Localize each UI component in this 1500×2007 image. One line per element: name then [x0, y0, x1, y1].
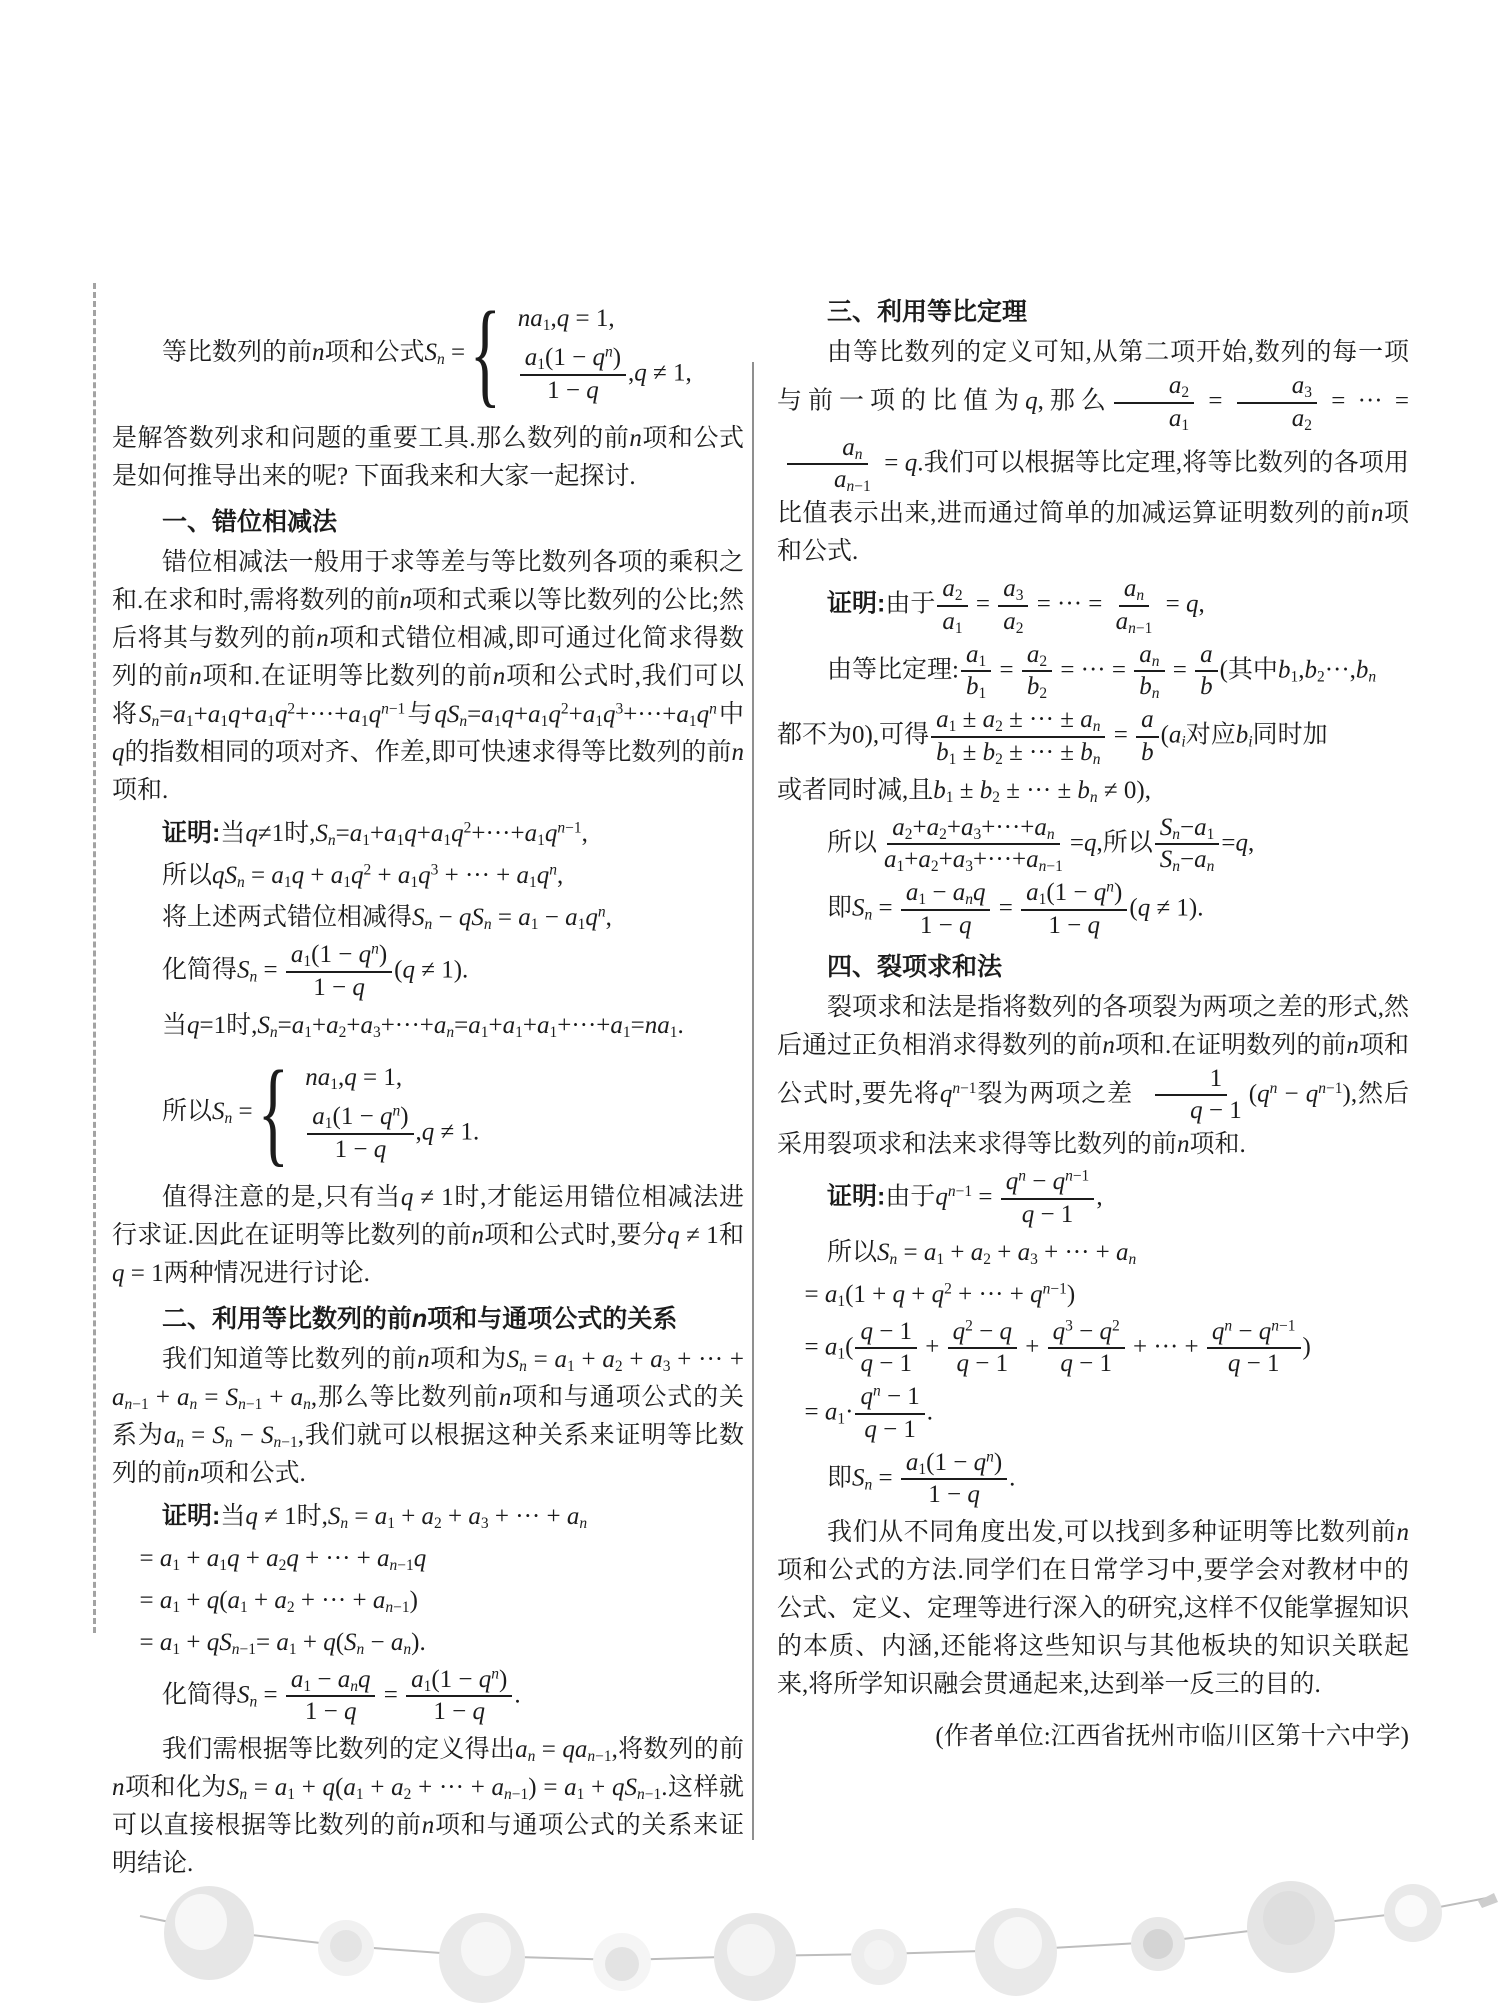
fraction: $\frac{a_2+a_2+a_3+\cdot\cdot\cdot+a_n}{a_1+a_2+a_3+\cdot\cdot\cdot+a_{n-1}}$ [884, 813, 1063, 876]
math-line: 证明:当q≠1时$,S_n=a_1+a_1q+a_1q^2+\cdot\cdot\cdot+a_1q^{n-1}$, [162, 819, 588, 849]
bead-large-4 [975, 1908, 1057, 1996]
fraction: $\frac{q^2 - q}{q - 1}$ [948, 1318, 1017, 1380]
math-line: 所以$S_n = a_1 + a_2 + a_3$ + ··· + $a_n$ [827, 1238, 1137, 1268]
fraction: $\frac{S_n-a_1}{S_n-a_n}$ [1155, 814, 1220, 876]
cases-formula [112, 1045, 744, 1177]
proof-label: 证明: [827, 589, 886, 618]
bead-chain-decoration [0, 1880, 1500, 2007]
fraction: $\frac{q - 1}{q - 1}$ [855, 1318, 917, 1380]
fraction: $\frac{a}{b}$ [1136, 706, 1159, 768]
math-line: = $a_1 + q(a_1 + a_2$ + ··· + $a_{n-1}$) [139, 1586, 418, 1616]
bead-large-3 [714, 1913, 796, 2001]
paragraph: 我们知道等比数列的前n项和为$S_n = a_1 + a_2 + a_3$ + ··· + $a_{n-1} + a_n = S_{n-1} + a_n$,那么等比数列前n项和与通项公式的关系为$a_n = S_n - S_{n-1}$,我们就可以根据这种关系来证明等比数列的前n项和公式. [112, 1345, 744, 1487]
math-line: = $a_1 + a_1q + a_2q$ + ··· + $a_{n-1}q$ [139, 1544, 427, 1574]
bead-small-1 [318, 1920, 374, 1976]
math-line: 证明:由于$q^{n-1}$ = $\frac{q^n - q^{n-1}}{q - 1}$ , [827, 1167, 1103, 1228]
bead-large-5 [1247, 1881, 1335, 1973]
fraction: $\frac{a_n}{b_n}$ [1134, 641, 1164, 703]
math-line: 即$S_n$ = $\frac{a_1(1 - q^n)}{1 - q}$ . [827, 1447, 1016, 1509]
paragraph: 我们需根据等比数列的定义得出$a_n = qa_{n-1}$,将数列的前n项和化为$S_n = a_1 + q(a_1 + a_2$ + ··· + $a_{n-1}) = a_1 + qS_{n-1}$.这样就可以直接根据等比数列的前n项和与通项公式的关系来证明结论. [112, 1736, 744, 1877]
fraction: $\frac{a_1 - a_nq}{1 - q}$ [286, 1666, 376, 1728]
formula-lead: 等比数列的前n项和公式$S_n$ = [162, 339, 466, 368]
math-line: 化简得$S_n$ = $\frac{a_1(1 - q^n)}{1 - q}$ (q ≠ 1). [162, 940, 469, 1001]
math-line: = $a_1$( $\frac{q - 1}{q - 1}$ + $\frac{q^2 - q}{q - 1}$ + $\frac{q^3 - q^2}{q - 1}$ + ··· + $\frac{q^n - q^{n-1}}{q - 1}$ ) [804, 1316, 1311, 1378]
cases-lines [305, 1059, 479, 1165]
math-line: = $a_1(1 + q + q^2$ + ··· + $q^{n-1}$) [804, 1279, 1076, 1310]
right-column [777, 286, 1409, 1756]
bead-large-1 [164, 1886, 254, 1980]
math-line: 都不为0),可得 $\frac{a_1 \pm a_2 \pm \cdot\cdot\cdot \pm a_n}{b_1 \pm b_2 \pm \cdot\cdot\cdot \pm b_n}$ = $\frac{a}{b}$ ($a_i$对应$b_i$同时加 [777, 706, 1328, 768]
formula-lead: 所以$S_n$ = [162, 1097, 253, 1127]
math-line: 所以 $\frac{a_2+a_2+a_3+\cdot\cdot\cdot+a_n}{a_1+a_2+a_3+\cdot\cdot\cdot+a_{n-1}}$ =q,所以 $\frac{S_n-a_1}{S_n-a_n}$ =q, [827, 813, 1255, 876]
bead-small-4 [1131, 1917, 1185, 1971]
column-divider [752, 362, 754, 1840]
math-line: 所以$qS_n = a_1q + a_1q^2 + a_1q^3$ + ··· + $a_1q^n$, [162, 861, 564, 891]
fraction: $\frac{a_2}{b_2}$ [1022, 641, 1052, 703]
fraction: $\frac{a_2}{a_1}$ [937, 575, 967, 637]
paragraph: 由等比数列的定义可知,从第二项开始,数列的每一项与前一项的比值为q,那么 $\frac{a_2}{a_1}$ = $\frac{a_3}{a_2}$ = ··· = $\frac{a_n}{a_{n-1}}$ = q.我们可以根据等比定理,将等比数列的各项用比值表示出来,进而通过简单的加减运算证明数列的前n项和公式. [777, 339, 1409, 565]
paragraph: 我们从不同角度出发,可以找到多种证明等比数列前n项和公式的方法.同学们在日常学习中,要学会对教材中的公式、定义、定理等进行深入的研究,这样不仅能掌握知识的本质、内涵,还能将这些知识与其他板块的知识关联起来,将所学知识融会贯通起来,达到举一反三的目的. [777, 1519, 1409, 1698]
math-line: 化简得$S_n$ = $\frac{a_1 - a_nq}{1 - q}$ = $\frac{a_1(1 - q^n)}{1 - q}$ . [162, 1664, 521, 1726]
fraction: $\frac{a_1(1 - q^n)}{1 - q}$ [901, 1449, 1007, 1511]
case-line: $na_1,q = 1$, [517, 305, 615, 335]
fraction: $\frac{a_1}{b_1}$ [961, 641, 991, 703]
fraction: $\frac{a_n}{a_{n-1}}$ [1115, 575, 1153, 637]
left-brace: { [257, 1045, 289, 1177]
fraction: $\frac{a}{b}$ [1195, 641, 1218, 703]
fraction: $\frac{q^3 - q^2}{q - 1}$ [1048, 1318, 1125, 1380]
math-line: 即$S_n$ = $\frac{a_1 - a_nq}{1 - q}$ = $\frac{a_1(1 - q^n)}{1 - q}$ (q ≠ 1). [827, 878, 1204, 939]
fraction: $\frac{a_1 - a_nq}{1 - q}$ [901, 879, 991, 941]
math-line: 证明:由于 $\frac{a_2}{a_1}$ = $\frac{a_3}{a_2}$ = ··· = $\frac{a_n}{a_{n-1}}$ = q, [827, 575, 1205, 637]
math-line: = $a_1 + qS_{n-1}= a_1 + q(S_n - a_n)$. [139, 1628, 426, 1658]
math-line: 证明:当q ≠ 1时$,S_n = a_1 + a_2 + a_3$ + ··· + $a_n$ [162, 1501, 588, 1532]
bead-small-3 [851, 1929, 907, 1985]
bead-large-2 [439, 1913, 525, 2003]
fraction: $\frac{a_1 \pm a_2 \pm \cdot\cdot\cdot \pm a_n}{b_1 \pm b_2 \pm \cdot\cdot\cdot \pm b_n}$ [931, 706, 1105, 768]
fraction: $\frac{a_n}{a_{n-1}}$ [779, 434, 876, 496]
proof-label: 证明: [162, 819, 221, 847]
fraction: $\frac{a_1(1 - q^n)}{1 - q}$ [406, 1666, 512, 1728]
paragraph: 裂项求和法是指将数列的各项裂为两项之差的形式,然后通过正负相消求得数列的前n项和.在证明数列的前n项和公式时,要先将$q^{n-1}$裂为两项之差 $\frac{1}{q - 1}$ $(q^n - q^{n-1})$,然后采用裂项求和法来求得等比数列的前n项和. [777, 993, 1409, 1158]
math-line: = $a_1\cdot$ $\frac{q^n - 1}{q - 1}$ . [804, 1382, 934, 1443]
section-heading: 三、利用等比定理 [827, 298, 1028, 326]
fraction: $\frac{q^n - q^{n-1}}{q - 1}$ [1207, 1318, 1301, 1380]
section-heading: 二、利用等比数列的前n项和与通项公式的关系 [162, 1304, 678, 1333]
proof-label: 证明: [827, 1182, 886, 1211]
section-heading: 四、裂项求和法 [827, 952, 1003, 981]
paragraph: 错位相减法一般用于求等差与等比数列各项的乘积之和.在求和时,需将数列的前n项和式乘以等比数列的公比;然后将其与数列的前n项和式错位相减,即可通过化简求得数列的前n项和.在证明等比数列的前n项和公式时,我们可以将$S_n=a_1+a_1q+a_1q^2+\cdot\cdot\cdot+a_1q^{n-1}$与$qS_n=a_1q+a_1q^2+a_1q^3+\cdot\cdot\cdot+a_1q^n$中q的指数相同的项对齐、作差,即可快速求得等比数列的前n项和. [112, 549, 744, 804]
section-heading: 一、错位相减法 [162, 508, 338, 536]
author-line: (作者单位:江西省抚州市临川区第十六中学) [935, 1723, 1409, 1750]
left-brace: { [469, 287, 502, 418]
bead-small-5 [1384, 1884, 1442, 1942]
chain-end-tip [1478, 1893, 1498, 1908]
case-line: $\frac{a_1(1 - q^n)}{1 - q}$ ,q ≠ 1. [305, 1103, 479, 1165]
fraction: $\frac{1}{q - 1}$ [1135, 1065, 1247, 1127]
cases-lines [518, 300, 692, 406]
bead-small-2 [593, 1933, 651, 1991]
fraction: $\frac{a_1(1 - q^n)}{1 - q}$ [1021, 879, 1127, 941]
proof-label: 证明: [162, 1501, 221, 1530]
fraction: $\frac{a_3}{a_2}$ [998, 575, 1028, 637]
fraction: $\frac{q^n - 1}{q - 1}$ [855, 1383, 924, 1445]
paragraph: 值得注意的是,只有当q ≠ 1时,才能运用错位相减法进行求证.因此在证明等比数列的前n项和公式时,要分q ≠ 1和q = 1两种情况进行讨论. [112, 1183, 744, 1287]
fraction: $\frac{a_1(1 - q^n)}{1 - q}$ [307, 1103, 413, 1165]
left-column [112, 286, 744, 1885]
cases-formula [112, 287, 744, 418]
paragraph: 是解答数列求和问题的重要工具.那么数列的前n项和公式是如何推导出来的呢? 下面我来和大家一起探讨. [112, 425, 744, 490]
math-line: 将上述两式错位相减得$S_n - qS_n = a_1 - a_1q^n$, [162, 903, 612, 933]
fraction: $\frac{a_1(1 - q^n)}{1 - q}$ [286, 941, 392, 1003]
math-line: 或者同时减,且$b_1 \pm b_2$ ± ··· ± $b_n \ne 0$), [777, 776, 1151, 806]
case-line: $\frac{a_1(1 - q^n)}{1 - q}$ ,q ≠ 1, [518, 344, 692, 406]
math-line: 由等比定理: $\frac{a_1}{b_1}$ = $\frac{a_2}{b_2}$ = ··· = $\frac{a_n}{b_n}$ = $\frac{a}{b}$ (其中$b_1,b_2\cdot\cdot\cdot,b_n$ [827, 640, 1377, 703]
fraction: $\frac{a_2}{a_1}$ [1114, 372, 1194, 434]
paragraph: 当q=1时$,S_n=a_1+a_2+a_3+\cdot\cdot\cdot+a_n=a_1+a_1+a_1+\cdot\cdot\cdot+a_1=na_1$. [162, 1011, 684, 1041]
fraction: $\frac{a_1(1 - q^n)}{1 - q}$ [520, 344, 626, 406]
case-line: $na_1,q = 1$, [305, 1063, 403, 1093]
fraction: $\frac{q^n - q^{n-1}}{q - 1}$ [1001, 1168, 1095, 1230]
fraction: $\frac{a_3}{a_2}$ [1237, 372, 1317, 434]
left-dashed-border [93, 283, 96, 1633]
